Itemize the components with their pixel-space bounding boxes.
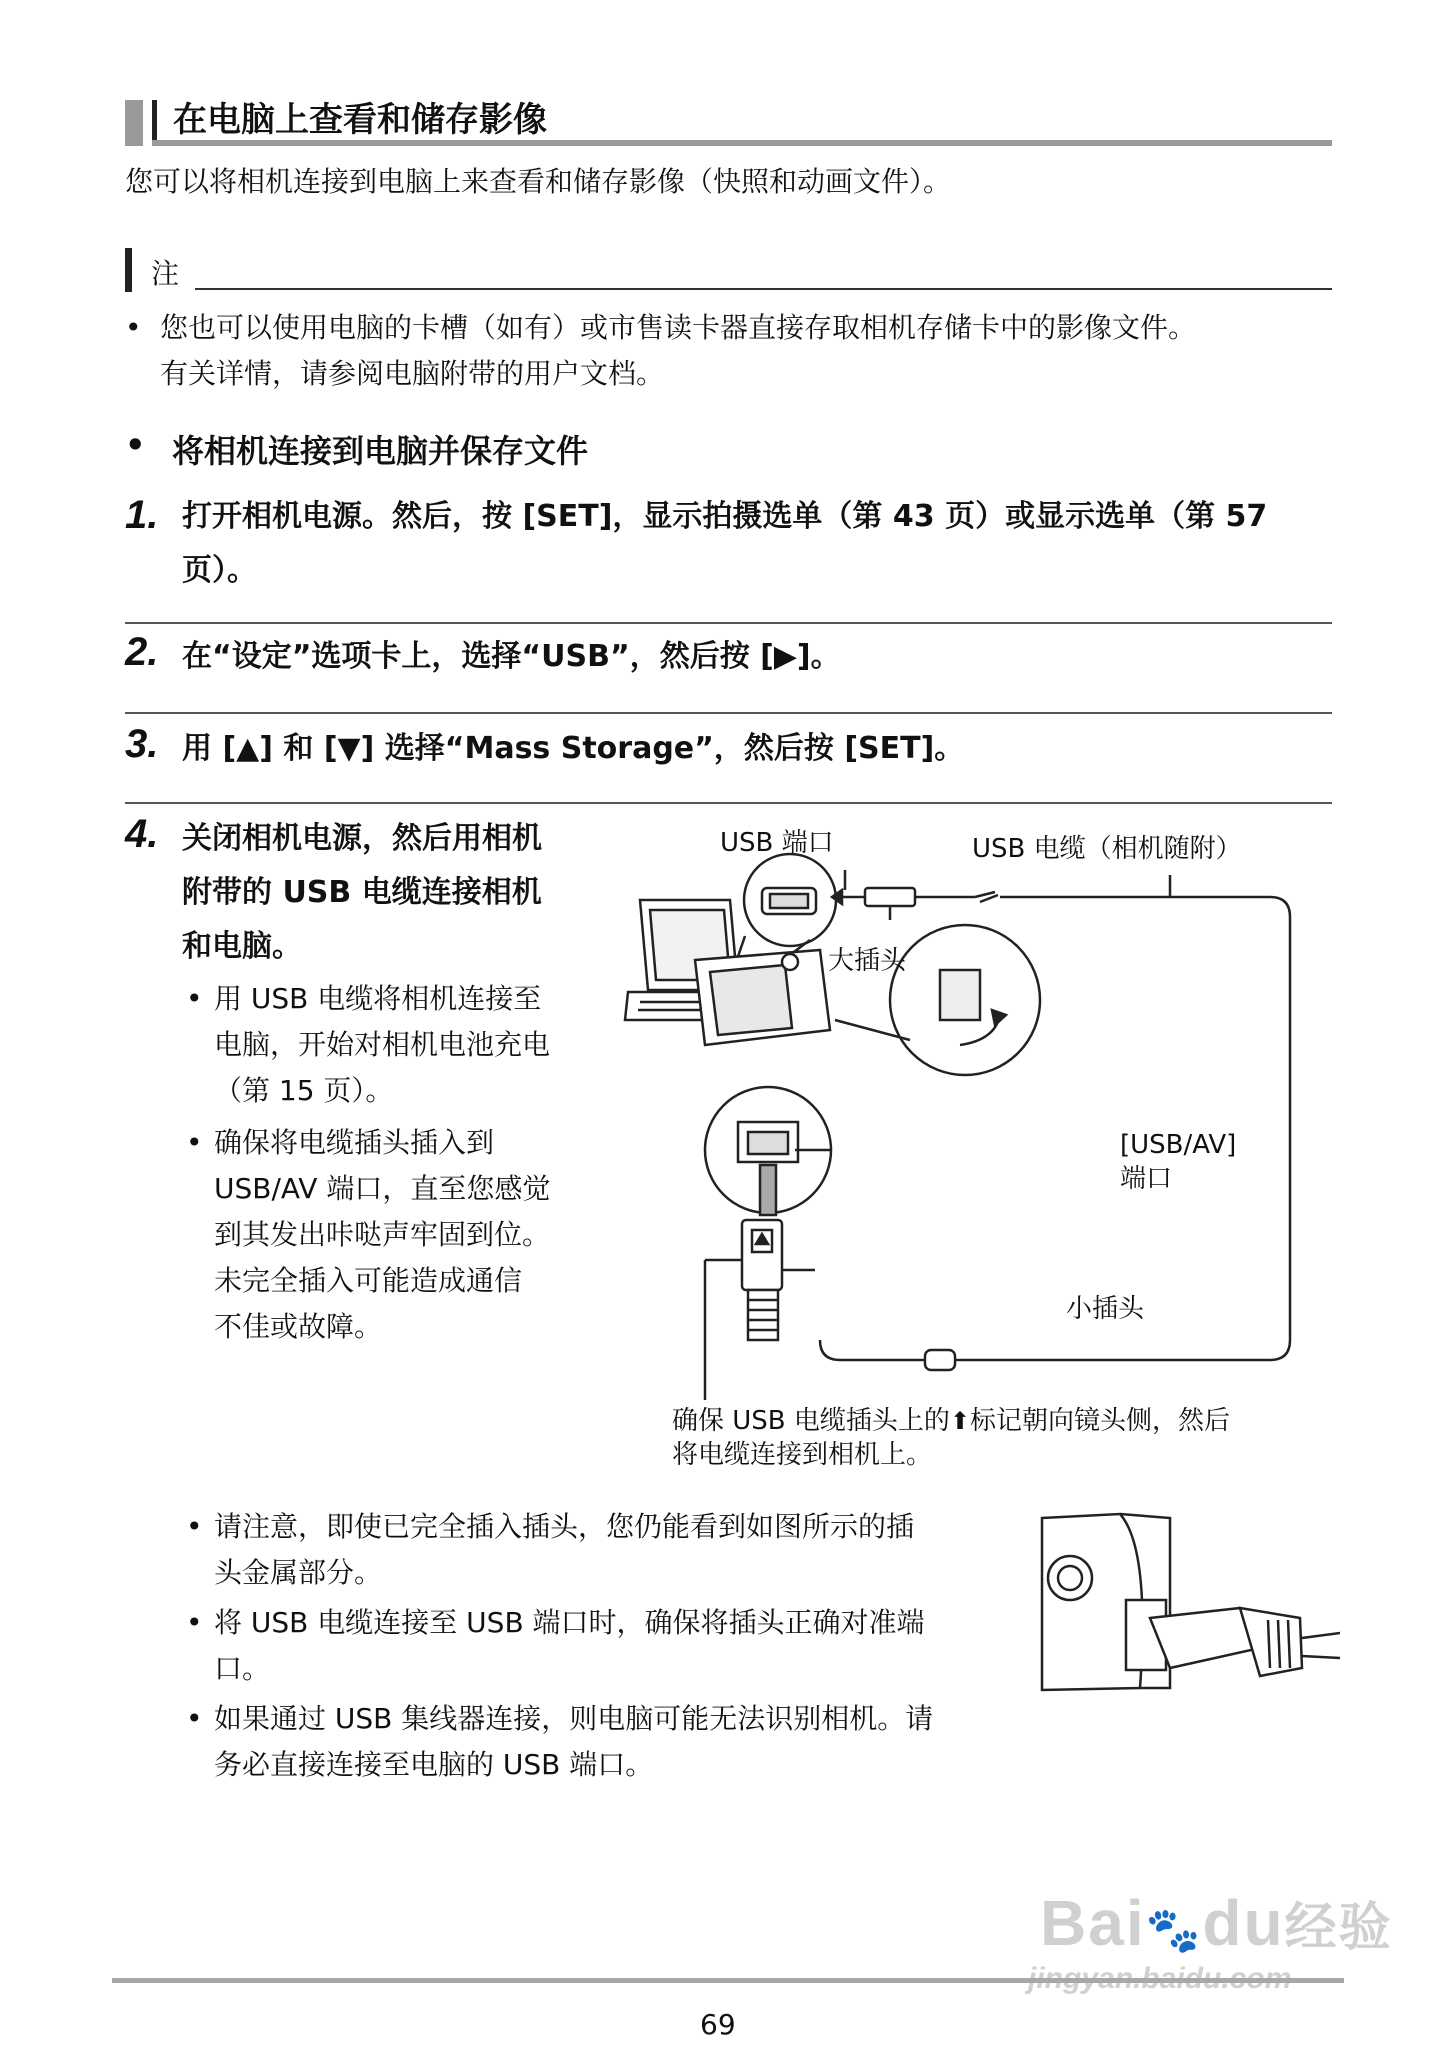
watermark-logo — [1040, 1885, 1393, 1960]
bullet-line: 不佳或故障。 — [214, 1310, 383, 1343]
section-heading-bar — [125, 100, 1332, 146]
step-1-text: 打开相机电源。然后，按 [SET]，显示拍摄选单（第 43 页）或显示选单（第 57 — [182, 499, 1268, 534]
heading-underline — [152, 140, 1332, 146]
bullet-line: 头金属部分。 — [214, 1556, 383, 1589]
caption-text: 将电缆连接到相机上。 — [672, 1440, 933, 1470]
plug-closeup-illustration — [1040, 1508, 1340, 1698]
step-4-number: 4. — [125, 812, 159, 856]
note-label: 注 — [151, 257, 180, 290]
step-4-bullet-1 — [214, 976, 550, 1114]
camera-illustration — [695, 950, 830, 1045]
bottom-bullet-3 — [214, 1696, 933, 1788]
bullet-line: 如果通过 USB 集线器连接，则电脑可能无法识别相机。请 — [214, 1702, 934, 1735]
step-2-text: 在“设定”选项卡上，选择“USB”，然后按 [▶]。 — [182, 639, 841, 674]
note-rule — [195, 288, 1332, 290]
bullet-line: 务必直接连接至电脑的 USB 端口。 — [214, 1748, 654, 1781]
bullet-line: 口。 — [214, 1652, 271, 1685]
step-4-text — [182, 812, 542, 974]
note-bullet: • — [125, 311, 142, 344]
bullet-line: 将 USB 电缆连接至 USB 端口时，确保将插头正确对准端 — [214, 1606, 925, 1639]
caption-text: 标记朝向镜头侧，然后 — [970, 1406, 1231, 1436]
intro-paragraph: 您可以将相机连接到电脑上来查看和储存影像（快照和动画文件）。 — [125, 165, 952, 198]
bullet-dot: • — [186, 1510, 203, 1543]
bullet-line: USB/AV 端口，直至您感觉 — [214, 1172, 551, 1205]
step-4-line: 和电脑。 — [182, 929, 302, 964]
step-4-line: 附带的 USB 电缆连接相机 — [182, 875, 542, 910]
bullet-dot: • — [186, 1606, 203, 1639]
bullet-line: 确保将电缆插头插入到 — [214, 1126, 495, 1159]
label-usb-av-port — [1120, 1128, 1236, 1196]
big-plug-icon — [865, 888, 915, 906]
step-4-bullet-2 — [214, 1120, 550, 1350]
label-line: [USB/AV] — [1120, 1130, 1237, 1160]
caption-text: 确保 USB 电缆插头上的 — [672, 1406, 950, 1436]
small-plug-illustration — [742, 1220, 782, 1340]
label-usb-cable: USB 电缆（相机随附） — [972, 834, 1242, 864]
bottom-bullet-2 — [214, 1600, 925, 1692]
step-3-number: 3. — [125, 722, 159, 766]
section-bullet: • — [125, 426, 146, 464]
label-small-plug: 小插头 — [1066, 1294, 1145, 1324]
bullet-line: 请注意，即使已完全插入插头，您仍能看到如图所示的插 — [214, 1510, 915, 1543]
bullet-line: （第 15 页）。 — [214, 1074, 394, 1107]
up-arrow-icon: ⬆ — [949, 1407, 971, 1435]
bullet-line: 用 USB 电缆将相机连接至 — [214, 982, 542, 1015]
step-1-number: 1. — [125, 493, 159, 537]
divider — [125, 802, 1332, 804]
note-header — [125, 248, 1332, 294]
heading-gray-marker — [125, 100, 143, 146]
section-title: 将相机连接到电脑并保存文件 — [172, 432, 589, 470]
page-title: 在电脑上查看和储存影像 — [173, 100, 547, 140]
watermark-text: du — [1202, 1887, 1285, 1959]
page-number: 69 — [700, 2008, 736, 2041]
note-marker — [125, 248, 132, 292]
divider — [125, 712, 1332, 714]
footer-rule — [112, 1978, 1344, 1983]
bullet-line: 电脑，开始对相机电池充电 — [214, 1028, 551, 1061]
bullet-dot: • — [186, 982, 203, 1015]
bullet-dot: • — [186, 1702, 203, 1735]
note-text-2: 有关详情，请参阅电脑附带的用户文档。 — [160, 357, 665, 390]
watermark-text: 经验 — [1284, 1899, 1393, 1957]
watermark-text: Bai — [1040, 1887, 1146, 1959]
step-1-text-cont: 页）。 — [182, 553, 257, 588]
bullet-line: 到其发出咔哒声牢固到位。 — [214, 1218, 551, 1251]
step-3-text: 用 [▲] 和 [▼] 选择“Mass Storage”，然后按 [SET]。 — [182, 731, 965, 766]
bullet-dot: • — [186, 1126, 203, 1159]
bottom-bullet-1 — [214, 1504, 914, 1596]
paw-icon: 🐾 — [1145, 1906, 1203, 1955]
label-usb-port: USB 端口 — [720, 828, 834, 858]
label-line: 端口 — [1120, 1164, 1173, 1194]
label-big-plug: 大插头 — [828, 946, 907, 976]
note-text-1: 您也可以使用电脑的卡槽（如有）或市售读卡器直接存取相机存储卡中的影像文件。 — [160, 311, 1197, 344]
diagram-caption — [672, 1404, 1230, 1472]
divider — [125, 622, 1332, 624]
step-2-number: 2. — [125, 630, 159, 674]
bullet-line: 未完全插入可能造成通信 — [214, 1264, 523, 1297]
step-4-line: 关闭相机电源，然后用相机 — [182, 821, 542, 856]
